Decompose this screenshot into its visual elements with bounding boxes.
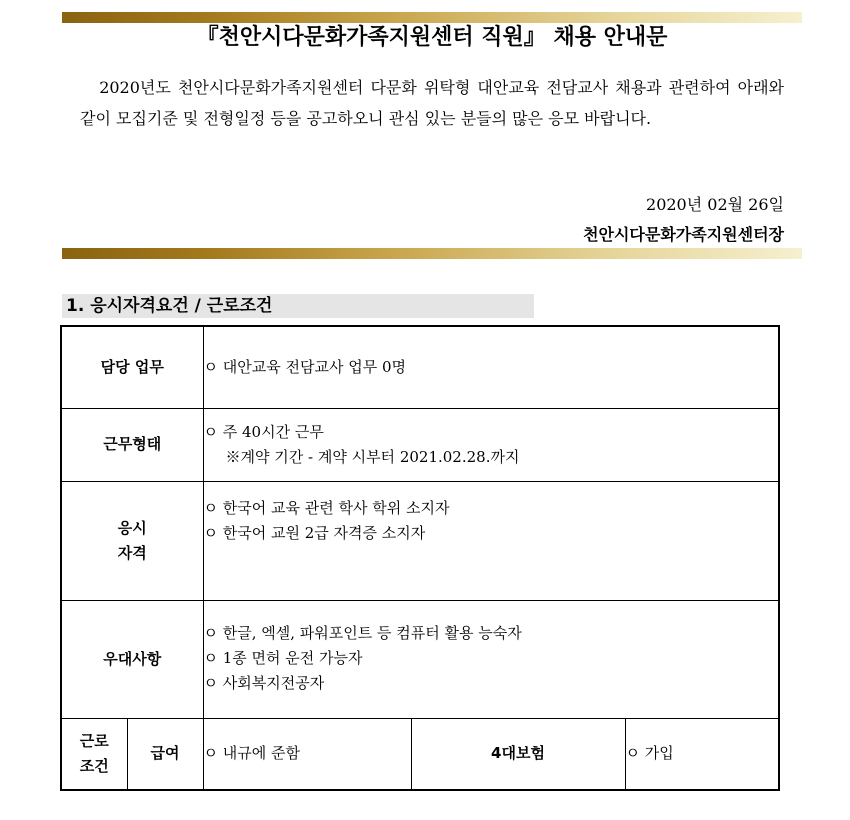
qualification-line: ㅇ 한국어 교원 2급 자격증 소지자 bbox=[203, 523, 426, 542]
insurance-label: 4대보험 bbox=[411, 718, 625, 790]
work-type-note: ※계약 기간 - 계약 시부터 2021.02.28.까지 bbox=[225, 447, 520, 466]
qualification-label bbox=[61, 481, 203, 600]
duty-label: 담당 업무 bbox=[61, 326, 203, 408]
table-row-conditions bbox=[61, 718, 779, 790]
intro-paragraph: 2020년도 천안시다문화가족지원센터 다문화 위탁형 대안교육 전담교사 채용과 관련하여 아래와 같이 모집기준 및 전형일정 등을 공고하오니 관심 있는 분들의 많은 응모 바랍니다. bbox=[80, 78, 784, 128]
table-row-work-type bbox=[61, 408, 779, 481]
section-title: 1. 응시자격요건 / 근로조건 bbox=[62, 294, 534, 318]
table-row-preference bbox=[61, 600, 779, 718]
preference-content bbox=[203, 600, 779, 718]
duty-content bbox=[203, 326, 779, 408]
qualification-label-line-1: 응시 bbox=[117, 518, 147, 537]
conditions-label-line-2: 조건 bbox=[79, 756, 109, 775]
conditions-label-line-1: 근로 bbox=[79, 731, 109, 750]
notice-signer: 천안시다문화가족지원센터장 bbox=[583, 225, 784, 244]
preference-line: ㅇ 사회복지전공자 bbox=[203, 673, 325, 692]
qualification-line: ㅇ 한국어 교육 관련 학사 학위 소지자 bbox=[203, 498, 450, 517]
notice-date: 2020년 02월 26일 bbox=[646, 195, 784, 214]
preference-line: ㅇ 한글, 엑셀, 파워포인트 등 컴퓨터 활용 능숙자 bbox=[203, 623, 522, 642]
pay-label: 급여 bbox=[127, 718, 203, 790]
table-row-qualification bbox=[61, 481, 779, 600]
qualification-content bbox=[203, 481, 779, 600]
duty-line: ㅇ 대안교육 전담교사 업무 0명 bbox=[203, 357, 406, 376]
page-title: 『천안시다문화가족지원센터 직원』 채용 안내문 bbox=[196, 25, 668, 50]
requirements-table bbox=[60, 325, 780, 791]
conditions-label bbox=[61, 718, 127, 790]
work-type-line: ㅇ 주 40시간 근무 bbox=[203, 422, 324, 441]
work-type-content bbox=[203, 408, 779, 481]
work-type-label: 근무형태 bbox=[61, 408, 203, 481]
pay-value: ㅇ 내규에 준함 bbox=[203, 718, 411, 790]
preference-line: ㅇ 1종 면허 운전 가능자 bbox=[203, 648, 363, 667]
qualification-label-line-2: 자격 bbox=[117, 543, 147, 562]
table-row-duty bbox=[61, 326, 779, 408]
bottom-gold-bar bbox=[62, 248, 802, 259]
insurance-value: ㅇ 가입 bbox=[625, 718, 779, 790]
preference-label: 우대사항 bbox=[61, 600, 203, 718]
